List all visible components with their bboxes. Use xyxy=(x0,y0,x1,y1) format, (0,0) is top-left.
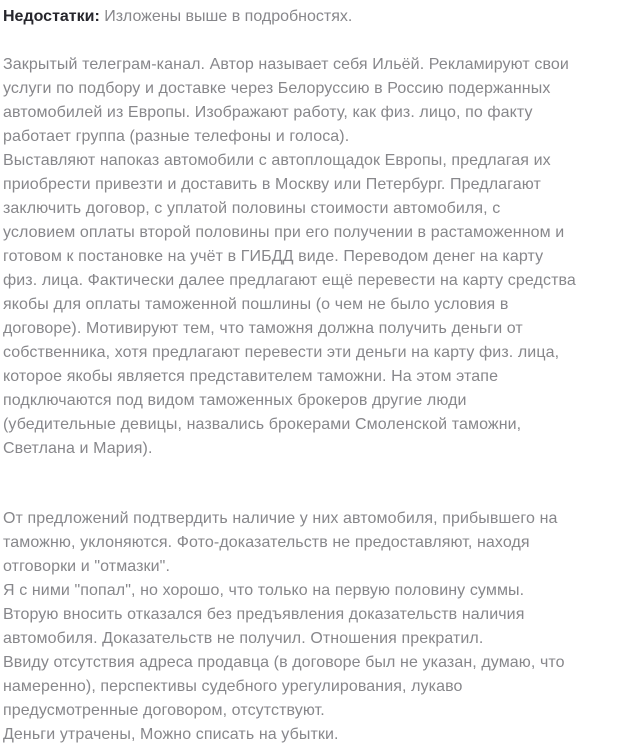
text-line: отговорки и "отмазки". xyxy=(3,558,171,575)
review-paragraph-2 xyxy=(3,507,613,747)
text-line: услуги по подбору и доставке через Белоруссию в Россию подержанных xyxy=(3,80,551,97)
text-line: Светлана и Мария). xyxy=(3,440,153,457)
text-line: которое якобы является представителем таможни. На этом этапе xyxy=(3,368,499,385)
text-line: автомобиля. Доказательств не получил. Отношения прекратил. xyxy=(3,630,484,647)
text-line: От предложений подтвердить наличие у них автомобиля, прибывшего на xyxy=(3,510,558,527)
text-line: собственника, хотя предлагают перевести эти деньги на карту физ. лица, xyxy=(3,344,560,361)
text-line: приобрести привезти и доставить в Москву или Петербург. Предлагают xyxy=(3,176,541,193)
text-line: (убедительные девицы, назвались брокерами Смоленской таможни, xyxy=(3,416,522,433)
text-line: таможню, уклоняются. Фото-доказательств не предоставляют, находя xyxy=(3,534,530,551)
text-line: физ. лица. Фактически далее предлагают ещё перевести на карту средства xyxy=(3,272,576,289)
cons-line xyxy=(3,5,613,29)
text-line: Закрытый телеграм-канал. Автор называет себя Ильёй. Рекламируют свои xyxy=(3,56,569,73)
text-line: Деньги утрачены, Можно списать на убытки. xyxy=(3,726,339,743)
review-paragraph-1 xyxy=(3,53,613,461)
text-line: подключаются под видом таможенных брокеров другие люди xyxy=(3,392,467,409)
text-line: работает группа (разные телефоны и голоса). xyxy=(3,128,350,145)
text-line: готовом к постановке на учёт в ГИБДД виде. Переводом денег на карту xyxy=(3,248,544,265)
text-line: автомобилей из Европы. Изображают работу, как физ. лицо, по факту xyxy=(3,104,533,121)
text-line: заключить договор, с уплатой половины стоимости автомобиля, с xyxy=(3,200,501,217)
text-line: Вторую вносить отказался без предъявления доказательств наличия xyxy=(3,606,525,623)
text-line: Ввиду отсутствия адреса продавца (в договоре был не указан, думаю, что xyxy=(3,654,565,671)
text-line: договоре). Мотивируют тем, что таможня должна получить деньги от xyxy=(3,320,523,337)
cons-summary-text: Изложены выше в подробностях. xyxy=(104,8,353,25)
text-line: Я с ними "попал", но хорошо, что только на первую половину суммы. xyxy=(3,582,525,599)
text-line: якобы для оплаты таможенной пошлины (о чем не было условия в xyxy=(3,296,509,313)
cons-label: Недостатки: xyxy=(3,8,100,25)
text-line: условием оплаты второй половины при его получении в растаможенном и xyxy=(3,224,565,241)
text-line: предусмотренные договором, отсутствуют. xyxy=(3,702,325,719)
text-line: намеренно), перспективы судебного урегулирования, лукаво xyxy=(3,678,463,695)
text-line: Выставляют напоказ автомобили с автоплощадок Европы, предлагая их xyxy=(3,152,551,169)
